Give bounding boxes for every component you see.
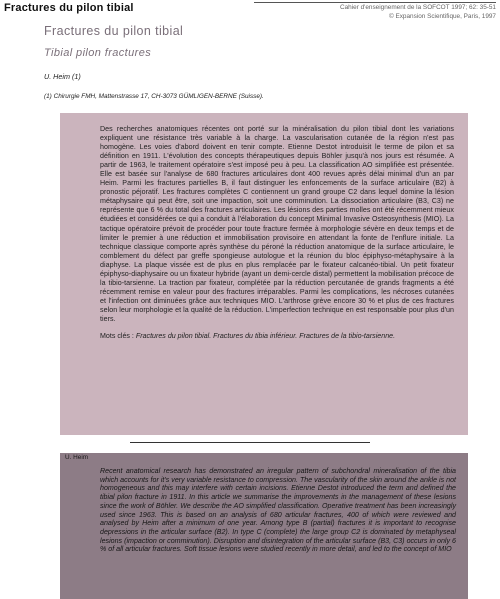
header-rule	[254, 2, 496, 3]
running-title: Fractures du pilon tibial	[4, 2, 134, 14]
journal-citation	[340, 4, 496, 21]
article-title-french: Fractures du pilon tibial	[44, 24, 184, 38]
french-abstract-box	[60, 113, 468, 435]
english-abstract-author: U. Heim	[65, 454, 89, 461]
authors: U. Heim (1)	[44, 72, 81, 81]
journal-line-2: © Expansion Scientifique, Paris, 1997	[388, 12, 496, 20]
affiliation: (1) Chirurgie FMH, Mattenstrasse 17, CH-3073 GÜMLIGEN-BERNE (Suisse).	[44, 93, 264, 100]
page-header	[0, 0, 500, 22]
keywords-label: Mots clés :	[100, 332, 134, 341]
english-abstract-box	[60, 453, 468, 599]
section-divider	[130, 442, 370, 443]
keywords-value: Fractures du pilon tibial. Fractures du tibia inférieur. Fractures de la tibio-tarsienne.	[135, 332, 396, 341]
article-title-english: Tibial pilon fractures	[44, 47, 152, 59]
keywords	[100, 332, 454, 341]
journal-line-1: Cahier d'enseignement de la SOFCOT 1997; 62: 35-51	[340, 4, 496, 11]
french-abstract-text: Des recherches anatomiques récentes ont porté sur la minéralisation du pilon tibial dont les variations expliquent une résistance très variable à la charge. La vascularisation cutanée de la région n'est pas homogène. Les voies d'abord doivent en tenir compte. Etienne Destot introduisit le terme de pilon et sa définition en 1911. L'évolution des concepts thérapeutiques depuis Böhler jusqu'à nos jours est résumée. A partir de 1963, le traitement opératoire s'est imposé peu à peu. La classification AO simplifiée est présentée. Elle est basée sur l'analyse de 680 fractures articulaires dont 400 revues après délai minimal d'un an par Heim. Parmi les fractures partielles B, il faut distinguer les enfoncements de la surface articulaire (B2) à pronostic péjoratif. Les fractures complètes C contiennent un grand groupe C2 dans lequel domine la lésion métaphysaire qui peut être, soit une impaction, soit une comminution. La dissociation articulaire (B3, C3) ne représente que 6 % du total des fractures articulaires. Les lésions des parties molles ont été récemment mieux étudiées et considérées ce qui a conduit à l'élaboration du concept Minimal Invasive Osteosynthesis (MIO). La tactique opératoire prévoit de procéder pour toute fracture fermée à morphologie sévère en deux temps et de limiter le premier à une réduction et immobilisation provisoire en attendant la fonte de l'enflure initiale. La technique classique comporte après synthèse du péroné la réduction anatomique de la surface articulaire, le comblement du défect par greffe spongieuse autologue et la réunion du bloc épiphyso-métaphysaire à la diaphyse. La plaque vissée est de plus en plus remplacée par le fixateur calcanéo-tibial. Un petit fixateur épiphyso-diaphysaire ou un fixateur hybride (ayant un demi-cercle distal) permettent la mobilisation précoce de la tibio-tarsienne. La traction par fixateur, complétée par la réduction percutanée de grands fragments a été récemment remise en valeur pour des fractures irréparables. Parmi les complications, les nécroses cutanées et l'infection ont diminuées grâce aux techniques MIO. L'arthrose grève encore 30 % et plus de ces fractures selon leur morphologie et la qualité de la réduction. L'imperfection technique en est responsable pour plus d'un tiers.	[100, 125, 454, 323]
english-abstract-text: Recent anatomical research has demonstrated an irregular pattern of subchondral mineralisation of the tibia which accounts for it's very variable resistance to compression. The vascularity of the skin around the ankle is not homogeneous and this may interfere with certain incisions. Etienne Destot introduced the term and defined the tibial pilon fracture in 1911. In this article we summarise the improvements in the management of these lesions since the work of Böhler. We describe the AO simplified classification. Operative treatment has been increasingly used since 1963. This is based on an analysis of 680 articular fractures, 400 of which were reviewed and analysed by Heim after a minimum of one year. Among type B (partial) fractures it is important to recognise depressions in the articular surface (B2). In type C (complete) the large group C2 is dominated by metaphyseal lesions (impaction or comminution). Disruption and disintegration of the articular surface (B3, C3) occurs in only 6 % of all articular fractures. Soft tissue lesions were studied recently in more detail, and led to the concept of MIO	[100, 467, 456, 554]
